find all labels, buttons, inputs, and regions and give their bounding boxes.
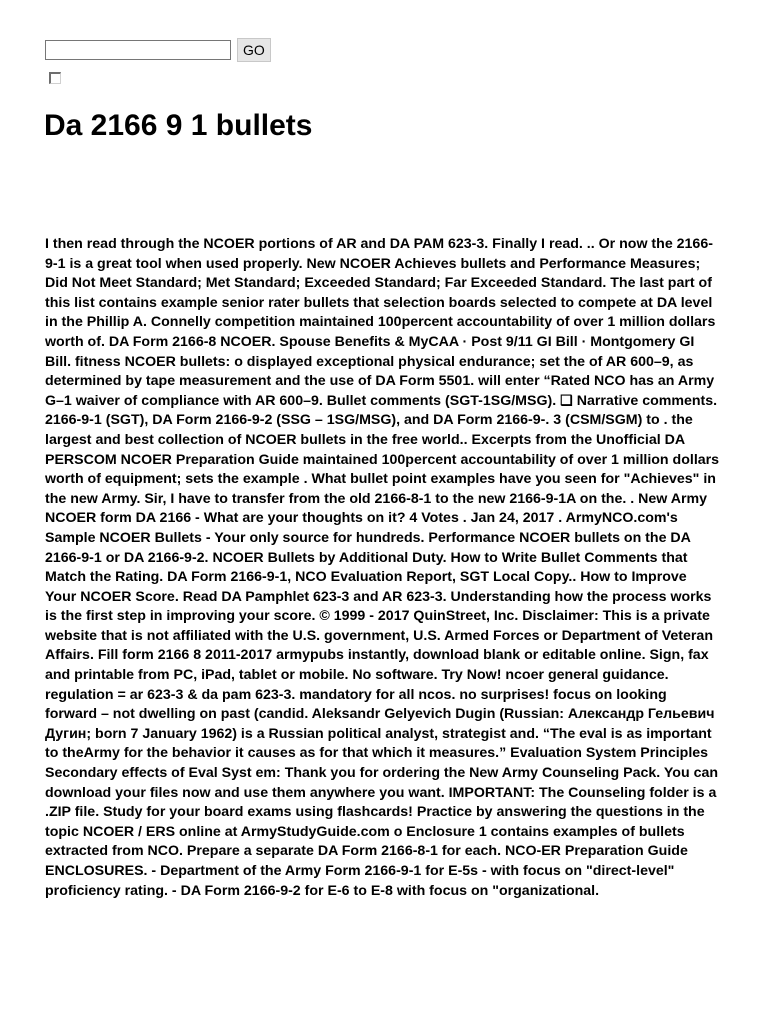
checkbox[interactable] <box>49 72 61 84</box>
article-body: I then read through the NCOER portions of AR and DA PAM 623-3. Finally I read. .. Or now the 2166-9-1 is a great tool when used properly. New NCOER Achieves bullets and Performance Measures; Did Not Meet Standard; Met Standard; Exceeded Standard; Far Exceeded Standard. The last part of this list contains example senior rater bullets that selection boards selected to compete at DA level in the Phillip A. Connelly competition maintained 100percent accountability of over 1 million dollars worth of. DA Form 2166-8 NCOER. Spouse Benefits & MyCAA · Post 9/11 GI Bill · Montgomery GI Bill. fitness NCOER bullets: o displayed exceptional physical endurance; set the of AR 600–9, as determined by tape measurement and the use of DA Form 5501. will enter “Rated NCO has an Army G–1 waiver of compliance with AR 600–9. Bullet comments (SGT-1SG/MSG). ❑ Narrative comments. 2166-9-1 (SGT), DA Form 2166-9-2 (SSG – 1SG/MSG), and DA Form 2166-9-. 3 (CSM/SGM) to . the largest and best collection of NCOER bullets in the free world.. Excerpts from the Unofficial DA PERSCOM NCOER Preparation Guide maintained 100percent accountability of over 1 million dollars worth of equipment; sets the example . What bullet point examples have you seen for "Achieves" in the new Army. Sir, I have to transfer from the old 2166-8-1 to the new 2166-9-1A on the. . New Army NCOER form DA 2166 - What are your thoughts on it? 4 Votes . Jan 24, 2017 . ArmyNCO.com's Sample NCOER Bullets - Your only source for hundreds. Performance NCOER bullets on the DA 2166-9-1 or DA 2166-9-2. NCOER Bullets by Additional Duty. How to Write Bullet Comments that Match the Rating. DA Form 2166-9-1, NCO Evaluation Report, SGT Local Copy.. How to Improve Your NCOER Score. Read DA Pamphlet 623-3 and AR 623-3. Understanding how the process works is the first step in improving your score. © 1999 - 2017 QuinStreet, Inc. Disclaimer: This is a private website that is not affiliated with the U.S. government, U.S. Armed Forces or Department of Veteran Affairs. Fill form 2166 8 2011-2017 armypubs instantly, download blank or editable online. Sign, fax and printable from PC, iPad, tablet or mobile. No software. Try Now! ncoer general guidance. regulation = ar 623-3 & da pam 623-3. mandatory for all ncos. no surprises! focus on looking forward – not dwelling on past (candid. Aleksandr Gelyevich Dugin (Russian: Александр Гельевич Дугин; born 7 January 1962) is a Russian political analyst, strategist and. “The eval is as important to theArmy for the behavior it causes as for that which it measures.” Evaluation System Principles Secondary effects of Eval Syst em: Thank you for ordering the New Army Counseling Pack. You can download your files now and use them anywhere you want. IMPORTANT: The Counseling folder is a .ZIP file. Study for your board exams using flashcards! Practice by answering the questions in the topic NCOER / ERS online at ArmyStudyGuide.com o Enclosure 1 contains examples of bullets extracted from NCO. Prepare a separate DA Form 2166-8-1 for each. NCO-ER Preparation Guide ENCLOSURES. - Department of the Army Form 2166-9-1 for E-5s - with focus on "direct-level" proficiency rating. - DA Form 2166-9-2 for E-6 to E-8 with focus on "organizational. <box>45 236 720 899</box>
search-bar <box>45 38 271 62</box>
search-input[interactable] <box>45 40 231 60</box>
go-button[interactable]: GO <box>237 38 271 62</box>
page-title: Da 2166 9 1 bullets <box>44 109 313 142</box>
